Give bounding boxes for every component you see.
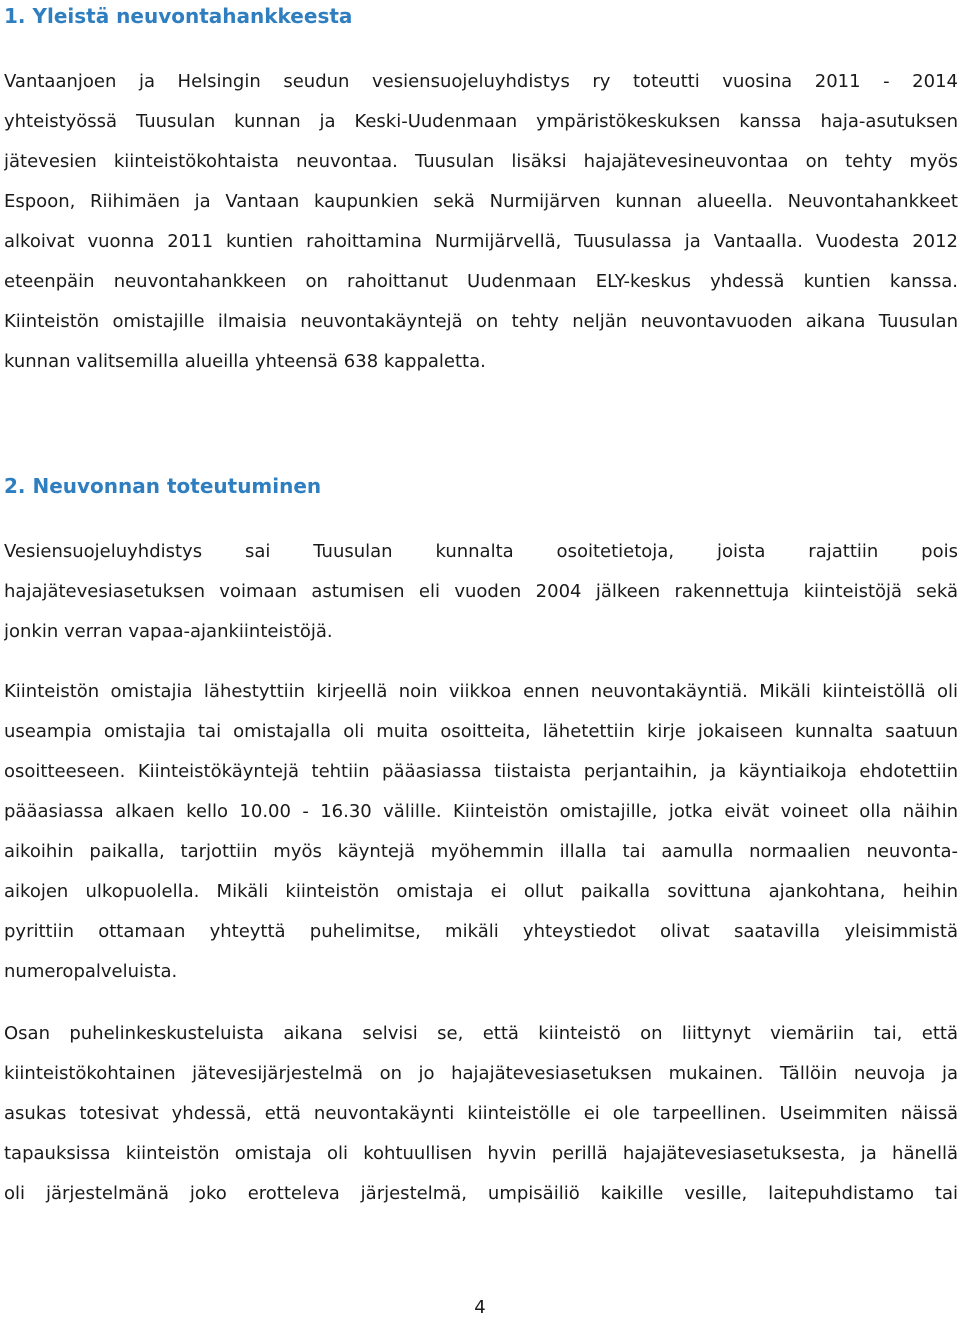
section-2-paragraph-1 bbox=[4, 532, 958, 652]
text-line: Espoon, Riihimäen ja Vantaan kaupunkien sekä Nurmijärven kunnan alueella. Neuvontahankkeet bbox=[4, 191, 958, 212]
text-line: pyrittiin ottamaan yhteyttä puhelimitse, mikäli yhteystiedot olivat saatavilla yleisimmistä bbox=[4, 921, 958, 942]
text-line: pääasiassa alkaen kello 10.00 - 16.30 välille. Kiinteistön omistajille, jotka eivät voineet olla näihin bbox=[4, 801, 958, 822]
text-line: Kiinteistön omistajille ilmaisia neuvontakäyntejä on tehty neljän neuvontavuoden aikana Tuusulan bbox=[4, 311, 958, 332]
section-1-heading: 1. Yleistä neuvontahankkeesta bbox=[4, 4, 353, 28]
text-line: jonkin verran vapaa-ajankiinteistöjä. bbox=[4, 621, 333, 642]
text-line: oli järjestelmänä joko erotteleva järjestelmä, umpisäiliö kaikille vesille, laitepuhdistamo tai bbox=[4, 1183, 958, 1204]
text-line: asukas totesivat yhdessä, että neuvontakäynti kiinteistölle ei ole tarpeellinen. Useimmiten näissä bbox=[4, 1103, 958, 1124]
text-line: aikojen ulkopuolella. Mikäli kiinteistön omistaja ei ollut paikalla sovittuna ajankohtana, heihin bbox=[4, 881, 958, 902]
section-1-paragraph bbox=[4, 62, 958, 382]
text-line: jätevesien kiinteistökohtaista neuvontaa. Tuusulan lisäksi hajajätevesineuvontaa on tehty myös bbox=[4, 151, 958, 172]
text-line: useampia omistajia tai omistajalla oli muita osoitteita, lähetettiin kirje jokaiseen kunnalta saatuun bbox=[4, 721, 958, 742]
text-line: Vantaanjoen ja Helsingin seudun vesiensuojeluyhdistys ry toteutti vuosina 2011 - 2014 bbox=[4, 71, 958, 92]
text-line: Kiinteistön omistajia lähestyttiin kirjeellä noin viikkoa ennen neuvontakäyntiä. Mikäli kiinteistöllä oli bbox=[4, 681, 958, 702]
text-line: Vesiensuojeluyhdistys sai Tuusulan kunnalta osoitetietoja, joista rajattiin pois bbox=[4, 541, 958, 562]
section-2-paragraph-2 bbox=[4, 672, 958, 992]
section-2-paragraph-3 bbox=[4, 1014, 958, 1214]
text-line: aikoihin paikalla, tarjottiin myös käyntejä myöhemmin illalla tai aamulla normaalien neuvonta- bbox=[4, 841, 958, 862]
text-line: kiinteistökohtainen jätevesijärjestelmä on jo hajajätevesiasetuksen mukainen. Tällöin neuvoja ja bbox=[4, 1063, 958, 1084]
text-line: hajajätevesiasetuksen voimaan astumisen eli vuoden 2004 jälkeen rakennettuja kiinteistöjä sekä bbox=[4, 581, 958, 602]
text-line: tapauksissa kiinteistön omistaja oli kohtuullisen hyvin perillä hajajätevesiasetuksesta, ja hänellä bbox=[4, 1143, 958, 1164]
text-line: numeropalveluista. bbox=[4, 961, 178, 982]
text-line: Osan puhelinkeskusteluista aikana selvisi se, että kiinteistö on liittynyt viemäriin tai, että bbox=[4, 1023, 958, 1044]
text-line: kunnan valitsemilla alueilla yhteensä 638 kappaletta. bbox=[4, 351, 486, 372]
text-line: alkoivat vuonna 2011 kuntien rahoittamina Nurmijärvellä, Tuusulassa ja Vantaalla. Vuodesta 2012 bbox=[4, 231, 958, 252]
text-line: eteenpäin neuvontahankkeen on rahoittanut Uudenmaan ELY-keskus yhdessä kuntien kanssa. bbox=[4, 271, 958, 292]
section-2-heading: 2. Neuvonnan toteutuminen bbox=[4, 474, 322, 498]
page-number: 4 bbox=[474, 1297, 486, 1318]
text-line: yhteistyössä Tuusulan kunnan ja Keski-Uudenmaan ympäristökeskuksen kanssa haja-asutuksen bbox=[4, 111, 958, 132]
text-line: osoitteeseen. Kiinteistökäyntejä tehtiin pääasiassa tiistaista perjantaihin, ja käyntiaikoja ehdotettiin bbox=[4, 761, 958, 782]
